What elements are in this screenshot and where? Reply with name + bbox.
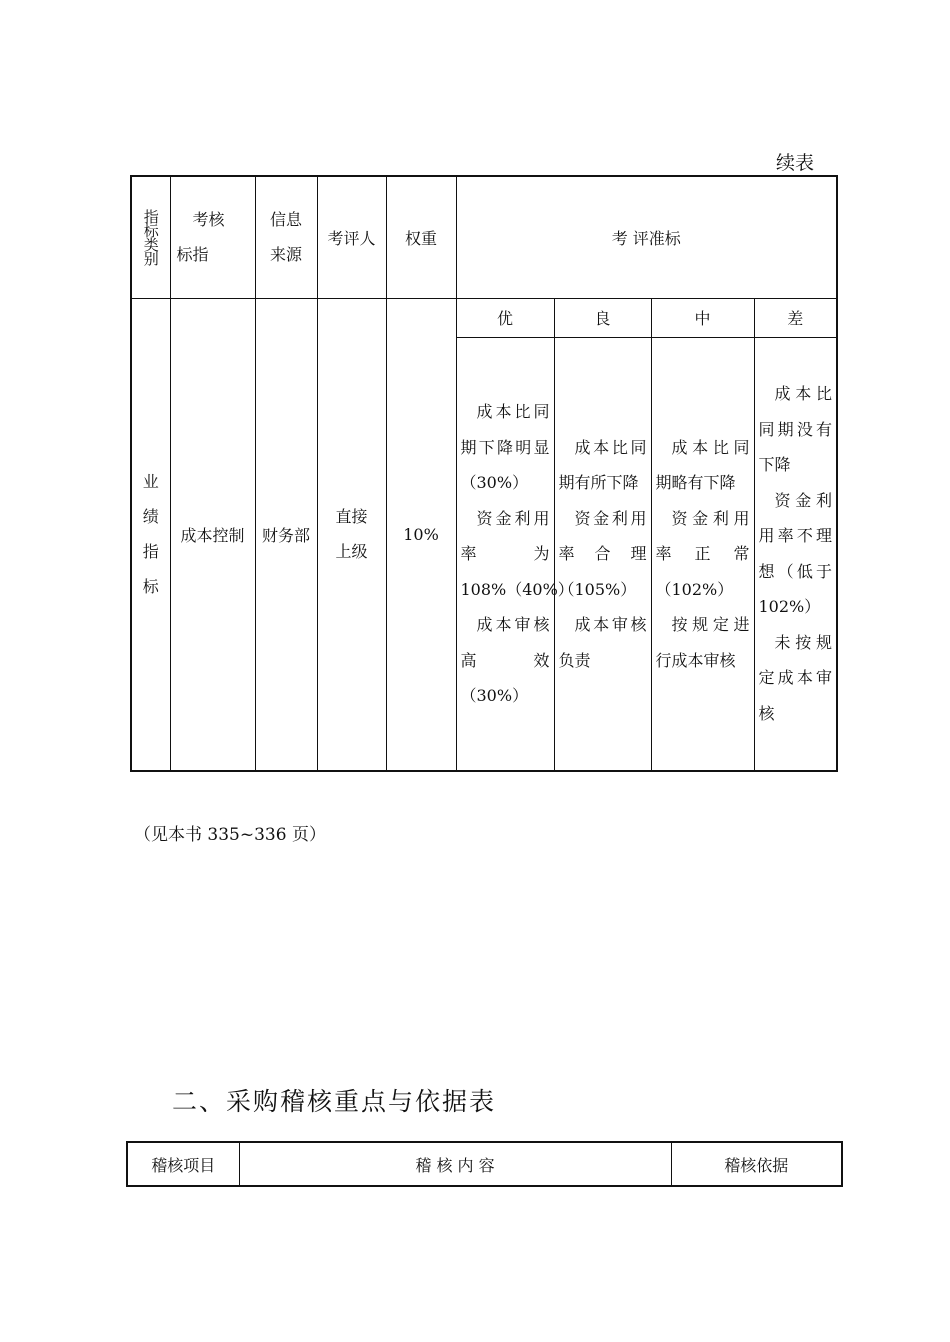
header-source xyxy=(255,176,317,298)
grade-poor-cell xyxy=(754,337,837,771)
grade-medium-item: 按规定进行成本审核 xyxy=(655,615,750,670)
grade-good-item: 成本比同期有所下降 xyxy=(558,437,647,492)
header-evaluator: 考评人 xyxy=(317,176,386,298)
grade-good-item: 成本审核负责 xyxy=(558,615,647,670)
header-indicator xyxy=(170,176,255,298)
grade-excellent-cell xyxy=(456,337,574,771)
grade-poor-item: 资金利用率不理想（低于102%） xyxy=(758,490,833,617)
audit-table xyxy=(126,1141,843,1187)
grade-good-cell xyxy=(554,337,651,771)
row-evaluator xyxy=(317,298,386,771)
grade-poor-item: 未按规定成本审核 xyxy=(758,632,833,723)
header-category xyxy=(131,176,170,298)
grade-excellent-item: 资金利用率为108%（40%） xyxy=(460,508,574,599)
header-category-text: 指标类别 xyxy=(141,209,160,266)
header-weight: 权重 xyxy=(386,176,456,298)
audit-header-content: 稽 核 内 容 xyxy=(239,1142,671,1186)
row-evaluator-line1: 直接 xyxy=(335,507,368,527)
row-category-char: 绩 xyxy=(142,507,159,527)
header-criteria: 考 评准标 xyxy=(456,176,837,298)
grade-header-medium: 中 xyxy=(651,298,754,337)
grade-good-item: 资金利用率合理（105%） xyxy=(558,508,647,599)
row-indicator: 成本控制 xyxy=(170,298,255,771)
row-source: 财务部 xyxy=(255,298,317,771)
row-category-char: 指 xyxy=(142,542,159,562)
grade-excellent-item: 成本比同期下降明显（30%） xyxy=(460,402,550,492)
row-weight: 10% xyxy=(386,298,456,771)
evaluation-table xyxy=(130,175,838,772)
row-category-char: 业 xyxy=(142,472,159,492)
grade-header-poor: 差 xyxy=(754,298,837,337)
audit-header-basis: 稽核依据 xyxy=(671,1142,842,1186)
grade-medium-item: 成本比同期略有下降 xyxy=(655,437,750,492)
grade-header-excellent: 优 xyxy=(456,298,554,337)
audit-header-item: 稽核项目 xyxy=(127,1142,239,1186)
header-indicator-line1: 考核 xyxy=(192,210,225,230)
row-evaluator-line2: 上级 xyxy=(335,542,368,562)
grade-excellent-item: 成本审核高效（30%） xyxy=(460,615,550,705)
grade-medium-item: 资金利用率正常（102%） xyxy=(655,508,750,599)
section-heading: 二、采购稽核重点与依据表 xyxy=(172,1087,497,1116)
page-reference-note: （见本书 335~336 页） xyxy=(134,825,326,845)
header-source-line2: 来源 xyxy=(269,245,302,265)
grade-poor-item: 成本比同期没有下降 xyxy=(758,384,833,475)
continued-table-label: 续表 xyxy=(776,152,815,174)
row-category xyxy=(131,298,170,771)
grade-header-good: 良 xyxy=(554,298,651,337)
header-indicator-line2: 标指 xyxy=(176,245,209,265)
grade-medium-cell xyxy=(651,337,754,771)
header-source-line1: 信息 xyxy=(269,210,302,230)
row-category-char: 标 xyxy=(142,577,159,597)
